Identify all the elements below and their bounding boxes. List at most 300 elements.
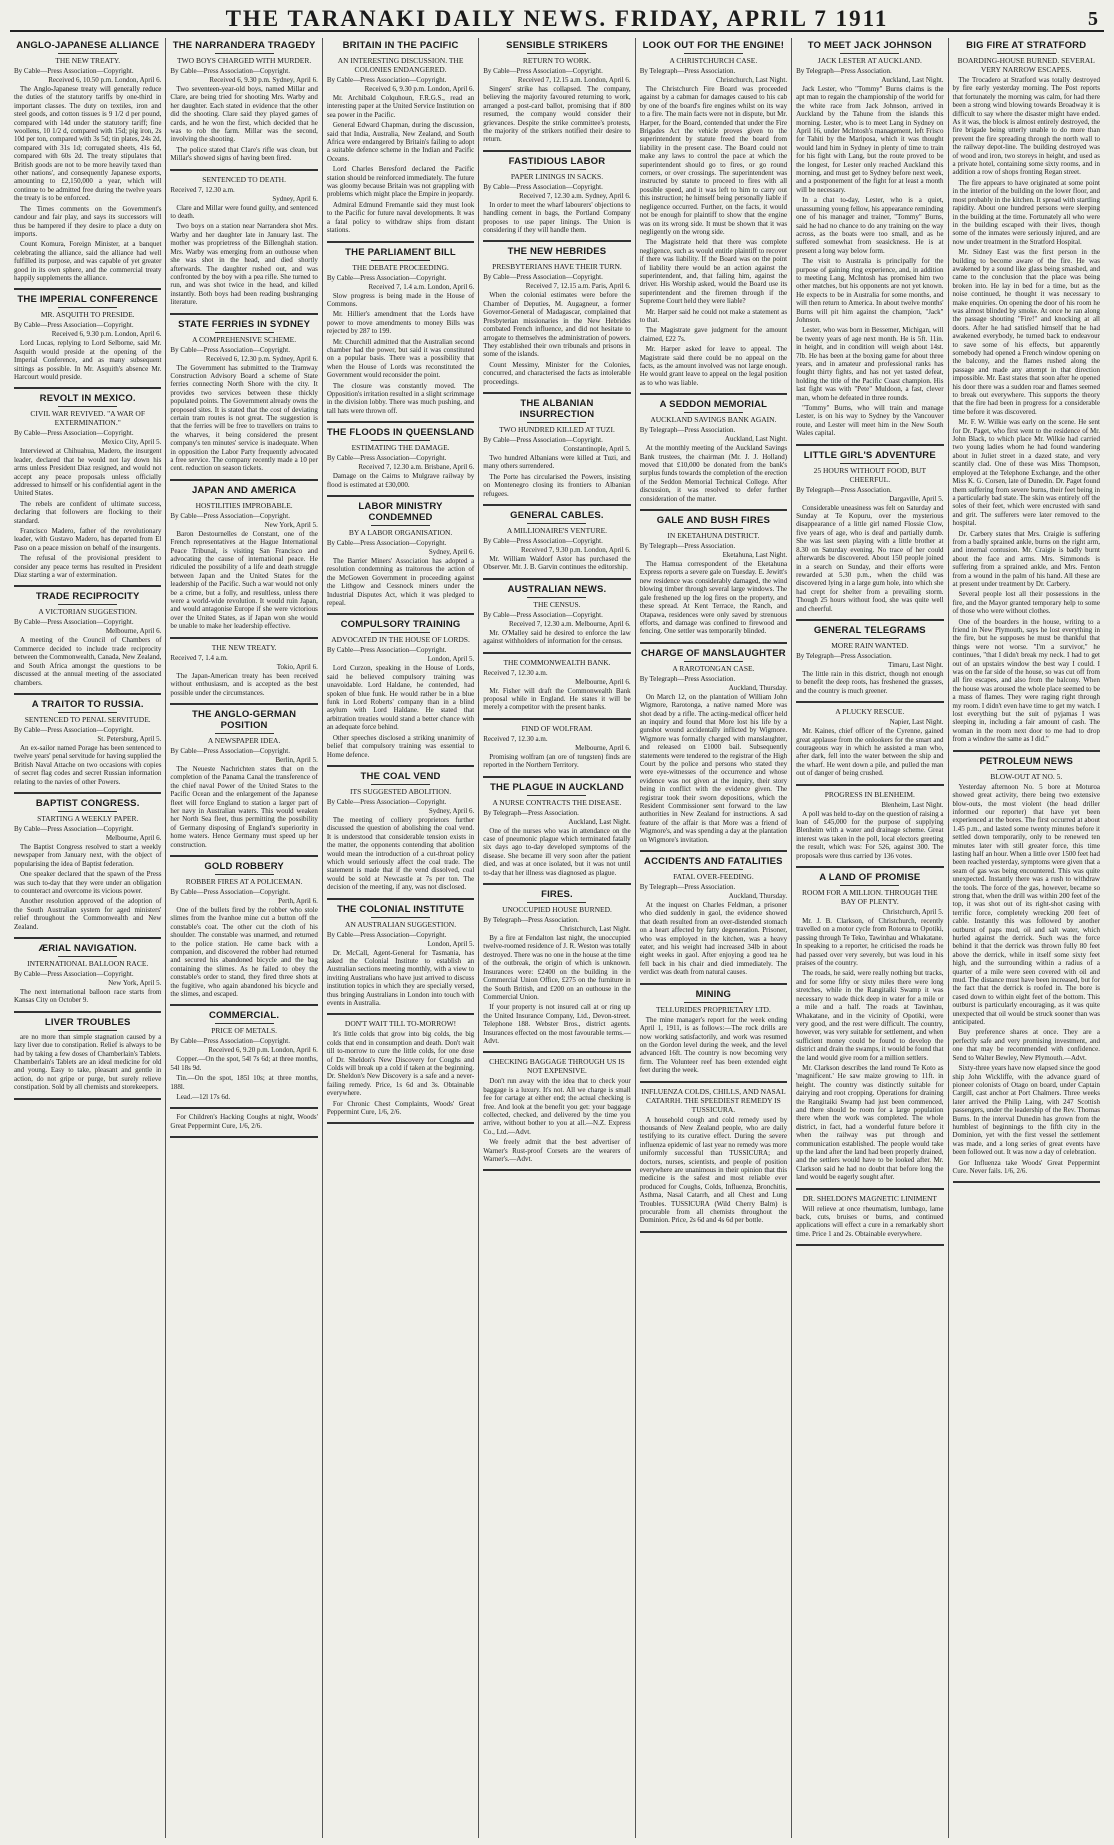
article-paragraph: Tin.—On the spot, 185l 10s; at three months, 188l. xyxy=(170,1074,318,1091)
article-subheading: UNOCCUPIED HOUSE BURNED. xyxy=(502,905,612,915)
article-divider xyxy=(170,703,317,705)
article-divider xyxy=(170,637,317,639)
article-headline: TRADE RECIPROCITY xyxy=(35,591,140,603)
article-paragraph: The Hamua correspondent of the Eketahuna Express reports a severe gale on Tuesday. E. Jewitt's new residence was considerably damaged, the wind blowing timber through several large windows. The gale freshened up the log fires on the property, and these spread. At Kent Terrace, the Ranch, and Otapawa, residences were only saved by strenuous efforts, and damage was confined to firewood and fencing. One settler was temporarily blinded. xyxy=(639,560,788,636)
article-paragraph: The Government has submitted to the Tramway Construction Advisory Board a scheme of State ferries connecting North Shore with the city. It provides two services between these thickly populated points. The Government already owns the proposed sites. It is stated that the cost of deviating certain tram routes is not great. The suggestion is that the ferries will be free to travellers on trains to the wharves, it being considered the present company's ten minutes' service is inadequate. When in opposition the Labor Party frequently advocated a free service. The company recently made a 10 per cent. reduction on season tickets. xyxy=(170,363,318,473)
article-paragraph: The police stated that Clare's rifle was clean, but Millar's showed signs of having been fired. xyxy=(170,145,318,163)
headline-rule xyxy=(371,632,430,633)
article-body xyxy=(327,557,474,607)
article-credit: By Cable—Press Association—Copyright. xyxy=(483,435,603,444)
headline-rule xyxy=(58,712,117,713)
article xyxy=(483,782,630,877)
article-paragraph: The Porte has circularised the Powers, insisting on Montenegro closing its frontiers to Albanian refugees. xyxy=(483,472,631,498)
article-body xyxy=(640,1116,787,1225)
headline-rule xyxy=(58,53,117,54)
article-divider xyxy=(953,750,1100,752)
article-dateline: New York, April 5. xyxy=(264,520,318,529)
column-5 xyxy=(636,38,792,1838)
article-credit: By Telegraph—Press Association. xyxy=(639,67,736,75)
article-divider xyxy=(796,444,943,446)
headline-rule xyxy=(58,604,117,605)
column-3 xyxy=(323,38,479,1838)
article-divider xyxy=(640,1231,787,1233)
article-dateline: Melbourne, April 6. xyxy=(105,627,162,636)
article-headline: THE NEW HEBRIDES xyxy=(507,246,607,258)
article-paragraph: A meeting of the Council of Chambers of Commerce decided to include trade reciprocity between the Commonwealth, Canada, New Zealand, and South Africa amongst the questions to be discussed at the annual meeting of the associated chambers. xyxy=(14,636,162,687)
article-subheading: INTERNATIONAL BALLOON RACE. xyxy=(27,959,149,968)
article-dateline: Sydney, April 6. xyxy=(272,194,318,203)
article xyxy=(327,427,474,489)
article-divider xyxy=(170,169,317,171)
article-body xyxy=(483,454,630,498)
headline-rule xyxy=(371,784,430,785)
article-credit: By Cable—Press Association—Copyright. xyxy=(483,67,603,75)
article-paragraph: Don't run away with the idea that to check your baggage is a luxury. It's not. All we charge is small fee for cartage at either end; the actual checking is free. And look at the benefit you get: your baggage collected, checked, and delivered by the time you arrive, without bother to you at all.—N.Z. Express Co., Ltd.—Advt. xyxy=(483,1077,631,1136)
article-credit: By Telegraph—Press Association. xyxy=(639,883,736,892)
article xyxy=(640,1087,787,1225)
article-paragraph: It's little colds that grow into big colds, the big colds that end in consumption and death. Don't wait till to-morrow to cure the little colds, for one dose of Dr. Sheldon's New Discovery for Coughs and Colds will break up a cold if taken at the beginning. Dr. Sheldon's New Discovery is a safe and a never-failing remedy. Price, 1s 6d and 3s. Obtainable everywhere. xyxy=(326,1030,475,1098)
article-body xyxy=(170,1055,317,1101)
article-paragraph: At the inquest on Charles Feldman, a prisoner who died suddenly in gaol, the evidence showed that death resulted from an over-distended stomach on a heart affected by fatty degeneration. Prisoner, who was employed in the kitchen, was a heavy eater, and his weight had increased 34lb in about eight weeks in gaol. After enjoying a good tea he fell back in his chair and died immediately. The verdict was death from natural causes. xyxy=(639,901,788,977)
article-dateline: Blenheim, Last Night. xyxy=(881,800,944,809)
headline-rule xyxy=(527,902,586,903)
article-paragraph: Lester, who was born in Bessemer, Michigan, will be twenty years of age next month. He is 5ft. 11in. in height, and in condition will weigh about 14st. 7lb. He has been at the boxing game for about three years, and in amateur and professional ranks has fought thirty fights, and has not yet tasted defeat, holding the title of the Pacific Coast champion. His last fight was with "Pete" Muldoon, a fast, clever man, whom he defeated in three rounds. xyxy=(796,326,944,402)
article xyxy=(14,591,161,686)
headline-rule xyxy=(371,525,430,526)
article-body xyxy=(14,744,161,786)
article-paragraph: Several people lost all their possessions in the fire, and the Mayor granted temporary help to some of those who were without clothes. xyxy=(952,590,1100,616)
article-subheading: CIVIL WAR REVIVED. "A WAR OF EXTERMINATION." xyxy=(30,409,145,428)
article xyxy=(14,699,161,786)
article-divider xyxy=(483,1169,630,1171)
article xyxy=(640,40,787,387)
article-paragraph: In a chat to-day, Lester, who is a quiet, unassuming young fellow, his appearance reminding one of his manager and trainer, "Tommy" Burns, said he had no chance to do any training on the way across, as the boats were too small, and as he suffered somewhat from seasickness. He is at present a long way below form. xyxy=(796,196,944,255)
headline-rule xyxy=(215,733,274,734)
article xyxy=(483,510,630,572)
article-subheading: THE NEW TREATY. xyxy=(211,642,277,652)
article-paragraph: At the monthly meeting of the Auckland Savings Bank trustees, the chairman (Mr. J. J. Holland) moved that £10,000 be donated from the bank's surplus funds towards the completion of the erection of the Seddon Memorial Technical College. After discussion, it was resolved to defer further consideration of the matter. xyxy=(639,444,788,503)
article-headline: A TRAITOR TO RUSSIA. xyxy=(31,698,144,710)
article-body xyxy=(483,555,630,572)
headline-rule xyxy=(527,523,586,524)
article-headline: CHARGE OF MANSLAUGHTER xyxy=(641,647,786,659)
article xyxy=(170,709,317,849)
article-dateline: Auckland, Thursday. xyxy=(728,892,788,901)
article-dateline: Received 7, 12.30 a.m. Brisbane, April 6. xyxy=(358,463,475,472)
article xyxy=(170,1010,317,1101)
article-dateline: Received 6, 10.50 p.m. London, April 6. xyxy=(48,76,162,84)
article-credit: By Telegraph—Press Association. xyxy=(639,674,736,683)
article-credit: By Cable—Press Association—Copyright. xyxy=(14,67,134,75)
article-dateline: New York, April 5. xyxy=(108,979,162,987)
article-dateline: Received 7, 12.15 a.m. London, April 6. xyxy=(517,76,631,84)
article-divider xyxy=(14,792,161,794)
headline-rule xyxy=(840,638,899,639)
article-body xyxy=(327,292,474,416)
headline-rule xyxy=(840,53,899,54)
headline-rule xyxy=(215,1023,274,1024)
article-subheading: ESTIMATING THE DAMAGE. xyxy=(351,443,450,453)
headline-rule xyxy=(58,956,117,957)
article-body xyxy=(14,447,161,579)
article-subheading: A NURSE CONTRACTS THE DISEASE. xyxy=(492,797,622,807)
article-credit: By Cable—Press Association—Copyright. xyxy=(326,273,447,282)
article-paragraph: If your property is not insured call at or ring up the United Insurance Company, Ltd., Devon-street. Telephone 188. Webster Bros., district agents. Insurances effected on the most favourable terms.—Advt. xyxy=(483,1003,631,1045)
article-paragraph: Damage on the Cairns to Mulgrave railway by flood is estimated at £30,000. xyxy=(326,472,475,489)
article-paragraph: Mr. William Waldorf Astor has purchased the Observer. Mr. J. B. Garvin continues the editorship. xyxy=(483,554,631,572)
article-body xyxy=(953,783,1100,1176)
article-paragraph: Admiral Edmund Fremantle said they must look to the Pacific for future naval developments. It was a fatal policy to withdraw ships from distant stations. xyxy=(326,200,475,235)
article-divider xyxy=(640,393,787,395)
headline-rule xyxy=(527,795,586,796)
article-headline: BRITAIN IN THE PACIFIC xyxy=(342,40,459,51)
article-divider xyxy=(483,240,630,242)
article-headline: COMMERCIAL. xyxy=(208,1010,280,1022)
headline-rule xyxy=(684,53,743,54)
article-headline: THE PARLIAMENT BILL xyxy=(345,246,456,258)
article-body xyxy=(327,664,474,758)
article-body xyxy=(170,906,317,998)
column-4 xyxy=(479,38,635,1838)
article-body xyxy=(170,530,317,631)
article-headline: THE COLONIAL INSTITUTE xyxy=(336,903,465,915)
article-subheading: THE CENSUS. xyxy=(533,599,581,609)
article-dateline: London, April 5. xyxy=(427,939,475,948)
article-paragraph: Interviewed at Chihuahua, Madero, the insurgent leader, declared that he would not lay down his arms unless President Diaz resigned, and would not accept any peace proposals unless officially addressed to himself or his confidential agent in the United States. xyxy=(14,447,162,498)
article-paragraph: The refusal of the provisional president to consider any peace terms has resulted in President Diaz starting a war of extermination. xyxy=(14,554,162,580)
masthead xyxy=(10,8,1104,32)
article-body xyxy=(796,917,943,1182)
article-subheading: A MILLIONAIRE'S VENTURE. xyxy=(506,525,608,535)
article-paragraph: Count Messimy, Minister for the Colonies, concurred, and characterised the facts as intolerable proceedings. xyxy=(483,360,631,386)
article-paragraph: Lead.—12l 17s 6d. xyxy=(176,1093,231,1102)
article-credit: Received 7, 12.30 a.m. xyxy=(483,734,548,743)
article-credit: By Cable—Press Association—Copyright. xyxy=(483,182,603,191)
article-paragraph: Mr. F. W. Wilkie was early on the scene. He sent for Dr. Paget, who first went to the residence of Mr. John Black, to which place Mr. Wilkie had carried two young ladies whom he had found wandering about in Juliet street in a dazed state, and very scantily clad. One of these was Miss Thompson, employed at the Telephone Exchange, and the other Miss K. G. Corsen, late of Dunedin. Dr. Paget found them suffering from severe burns, their feet being in a particularly bad state. The skin was entirely off the soles of their feet, which were encrusted with sand and grit. The sufferers were later removed to the hospital. xyxy=(952,418,1100,528)
article-divider xyxy=(327,495,474,497)
article-headline: LABOR MINISTRY CONDEMNED xyxy=(358,501,443,523)
article-divider xyxy=(796,784,943,786)
article-headline: TO MEET JACK JOHNSON xyxy=(807,40,932,51)
article xyxy=(170,1113,317,1130)
article-divider xyxy=(640,509,787,511)
article xyxy=(483,156,630,235)
article-credit: By Cable—Press Association—Copyright. xyxy=(14,970,134,978)
article-subheading: BOARDING-HOUSE BURNED. SEVERAL VERY NARROW ESCAPES. xyxy=(957,56,1095,74)
article-dateline: Constantinople, April 5. xyxy=(563,444,631,453)
article-paragraph: In order to meet the wharf labourers' objections to handling cement in bags, the Portland Company proposes to use paper linings. The Union is considering if they will handle them. xyxy=(483,200,631,235)
article-dateline: Sydney, April 6. xyxy=(428,548,475,556)
article-body xyxy=(14,1033,161,1092)
headline-rule xyxy=(997,769,1056,770)
article xyxy=(483,724,630,770)
article-paragraph: Copper.—On the spot, 54l 7s 6d; at three months, 54l 18s 9d. xyxy=(170,1055,318,1072)
article-credit: By Cable—Press Association—Copyright. xyxy=(170,511,291,520)
article-divider xyxy=(14,387,161,389)
article-credit: By Cable—Press Association—Copyright. xyxy=(14,321,134,330)
article-divider xyxy=(796,1188,943,1190)
article-paragraph: Mr. Kaines, chief officer of the Cyrenne, gained great applause from the onlookers for the smart and courageous way in which he assisted a man who, after dark, fell into the water between the ship and the wharf. He went down a pile, and pulled the man out of danger of being crushed. xyxy=(796,727,944,778)
article-paragraph: By a fire at Fendalton last night, the unoccupied twelve-roomed residence of J. R. Weston was totally destroyed. There was no one in the house at the time of the outbreak, the origin of which is unknown. Insurances were: £2400 on the building in the Commercial Union Office, £275 on the furniture in the South British, and £200 on an outhouse in the Commercial Union. xyxy=(483,934,631,1001)
article-dateline: Received 7, 12.30 a.m. Sydney, April 6. xyxy=(519,191,631,200)
article-subheading: PROGRESS IN BLENHEIM. xyxy=(824,789,915,799)
article-headline: PETROLEUM NEWS xyxy=(979,755,1074,767)
article xyxy=(170,643,317,697)
article-divider xyxy=(327,421,474,423)
article-paragraph: The meeting of colliery proprietors further discussed the question of abolishing the coal vend. It is understood that considerable tension exists in the matter, the opponents contending that abolition would mean the introduction of a cut-throat policy which would seriously affect the coal trade. The statement is made that if the vend dissolved, coal would be sold at Newcastle at 7s per ton. The decision of the meeting, if any, was not disclosed. xyxy=(326,815,475,892)
article-paragraph: The Christchurch Fire Board was proceeded against by a cabman for damages caused to his cab by one of the board's fire engines whilst on its way to a fire. The main facts were not in dispute, but Mr. Harper, for the Board, contended that under the Fire Brigades Act the vehicle proves given to the superintendent by statute freed the board from liability in the present case. The Board could not make any laws to control the pace at which the superintendent should go to fires, or go round corners, or over crossings. The superintendent was instructed by statute to proceed to fires with all possible speed, and it was left to him to carry out this instruction; he himself being personally liable if negligence occurred. Further, on the facts, it would not be enough for plaintiff to show that the engine was on its wrong side. It must be shown that it was negligently on the wrong side. xyxy=(639,85,788,236)
article-paragraph: The Japan-American treaty has been received without enthusiasm, and is accepted as the best possible under the circumstances. xyxy=(170,671,318,697)
article-divider xyxy=(953,1181,1100,1183)
article-paragraph: Slow progress is being made in the House of Commons. xyxy=(326,291,475,308)
article-divider xyxy=(796,701,943,703)
article-dateline: Christchurch, Last Night. xyxy=(559,925,631,934)
article-subheading: INFLUENZA COLDS, CHILLS, AND NASAL CATARRH. THE SPEEDIEST REMEDY IS TUSSICURA. xyxy=(641,1086,786,1114)
article-subheading: SENTENCED TO PENAL SERVITUDE. xyxy=(24,714,151,724)
article xyxy=(796,1194,943,1239)
article-subheading: SENTENCED TO DEATH. xyxy=(202,174,286,184)
article-dateline: Mexico City, April 5. xyxy=(101,438,162,447)
headline-rule xyxy=(684,869,743,870)
article-paragraph: The fire appears to have originated at some point in the interior of the building on the lower floor, and most probably in the kitchen. It spread with startling rapidity. About one hundred persons were sleeping in the building at the time. Fortunately all who were in the building escaped with their lives, though some of the inmates were seriously injured, and are now under treatment in the Stratford Hospital. xyxy=(952,178,1100,246)
article-paragraph: Mr. Fisher will draft the Commonwealth Bank proposal while in England. He states it will be merely a competitor with the present banks. xyxy=(483,686,631,712)
article-subheading: STARTING A WEEKLY PAPER. xyxy=(37,813,139,823)
article xyxy=(953,756,1100,1176)
article-headline: FIRES. xyxy=(541,889,573,901)
article-subheading: MR. ASQUITH TO PRESIDE. xyxy=(40,310,135,320)
article-paragraph: The Trocadero at Stratford was totally destroyed by fire early yesterday morning. The Post reports that fortunately the morning was calm, for had there been a strong wind blowing towards Broadway it is difficult to say where the disaster might have ended. As it was, the block is almost entirely destroyed, the fire brigade being utterly unable to do more than prevent the fire spreading through the north wall to the railway depot-line. The building destroyed was of wood and iron, two storeys in height, and used as a private hotel, containing some sixty rooms, and in addition a row of shops fronting Regan street. xyxy=(952,76,1100,177)
article-divider xyxy=(640,850,787,852)
article-body xyxy=(170,672,317,697)
headline-rule xyxy=(215,53,274,54)
column-6 xyxy=(792,38,948,1838)
article-subheading: ADVOCATED IN THE HOUSE OF LORDS. xyxy=(331,635,470,645)
article xyxy=(14,1017,161,1092)
article-paragraph: Lord Charles Beresford declared the Pacific station should be reinforced immediately. The future was gloomy because Britain was not grappling with problems which might place the Empire in jeopardy. xyxy=(326,165,475,199)
article-subheading: THE NEW TREATY. xyxy=(55,56,121,65)
article-dateline: Received 7, 12.30 a.m. Melbourne, April 6. xyxy=(508,619,631,628)
article-paragraph: Sixty-three years have now elapsed since the good ship John Wickliffe, with the advance guard of pioneer colonists of Otago on board, under Captain Cargill, cast anchor at Port Chalmers. Three weeks later arrived the Philip Laing, with 247 Scottish passengers, under the leadership of the Rev. Thomas Burns. In the interval Dunedin has grown from the humblest of beginnings to the fifth city in the Dominion, yet with the first vessel the settlement was made, and a long series of great events have been followed out. It was now a day of celebration. xyxy=(952,1064,1100,1157)
article xyxy=(640,399,787,503)
article-credit: By Cable—Press Association—Copyright. xyxy=(483,273,603,282)
article-credit: Received 7, 12.30 a.m. xyxy=(483,668,548,677)
article-body xyxy=(327,94,474,235)
article-dateline: London, April 5. xyxy=(427,655,475,664)
article-headline: THE PLAGUE IN AUCKLAND xyxy=(490,781,624,793)
article-credit: By Cable—Press Association—Copyright. xyxy=(170,345,291,354)
article-divider xyxy=(14,693,161,695)
article-dateline: Napier, Last Night. xyxy=(889,718,944,727)
article-credit: By Cable—Press Association—Copyright. xyxy=(14,824,134,833)
article-dateline: Christchurch, April 5. xyxy=(882,908,944,917)
article-divider xyxy=(14,1098,161,1100)
article-paragraph: Another resolution approved of the adoption of the South Australian system for aged ministers' relief throughout the Commonwealth and New Zealand. xyxy=(14,897,162,931)
article-paragraph: are no more than simple stagnation caused by a lazy liver due to constipation. Relief is always to be had by taking a few doses of Chamberlain's Tablets. Chamberlain's Tablets are an ideal medicine for old and young. Easy to take, pleasant and gentle in action, do not gripe or purge, but surely relieve constipation. Sold by all chemists and storekeepers. xyxy=(14,1032,162,1092)
article xyxy=(170,485,317,631)
article-divider xyxy=(327,1122,474,1124)
article-dateline: Received 6, 9.20 p.m. London, April 6. xyxy=(208,1046,318,1055)
article-paragraph: The roads, he said, were really nothing but tracks, and for some fifty or sixty miles there were long stretches, while in the Rangitaiki Swamp it was necessary to wade thick deep in water for a mile or a mile and a half. The roads at Tawinhau, Whakatane, and in the vicinity of Opotiki, were very good, and the rest were difficult. The country, however, was very suitable for settlement, and when sufficient money could be found to develop the district and drain the swamps, it would be found that the land would give room for a million settlers. xyxy=(796,969,944,1062)
article-paragraph: Will relieve at once rheumatism, lumbago, lame back, cuts, bruises or burns, and continued applications will effect a cure in a remarkably short time. Price 1 and 2s. Obtainable everywhere. xyxy=(796,1204,944,1238)
article-body xyxy=(14,85,161,282)
article-paragraph: An ex-sailor named Porage has been sentenced to twelve years' penal servitude for having supplied the British Naval Attache on two occasions with copies of secret flag codes and secret Russian information relating to the navies of other Powers. xyxy=(14,743,162,786)
article-paragraph: Baron Destournelles de Constant, one of the French representatives at the Hague International Peace Tribunal, is visiting San Francisco and advocating the cause of international peace. He ridiculed the possibility of a life and death struggle between Japan and the United States for the leadership of the Pacific. Such a war would not only be a crime, but a folly, and resultless, unless there were a world-wide revolution. It would ruin Japan, and would antagonise Europe if she were victorious over the United States, as if Japan won she would be unable to make her leadership effective. xyxy=(170,529,318,631)
article-subheading: ROBBER FIRES AT A POLICEMAN. xyxy=(185,876,303,886)
headline-rule xyxy=(58,406,117,407)
article xyxy=(640,856,787,977)
article-divider xyxy=(327,1013,474,1015)
article-dateline: Eketahuna, Last Night. xyxy=(722,551,788,560)
article-headline: ACCIDENTS AND FATALITIES xyxy=(644,856,783,868)
article-headline: THE ANGLO-GERMAN POSITION xyxy=(192,708,297,731)
article-paragraph: The Barrier Miners' Association has adopted a resolution condemning as traitorous the action of the McGowen Government in proceeding against the Lithgow and Cessnock miners under the Industrial Disputes Act, which it was pledged to repeal. xyxy=(326,557,475,608)
article-dateline: Auckland, Thursday. xyxy=(728,683,788,692)
article-paragraph: One of the boarders in the house, writing to a friend in New Plymouth, says he lost everything in the fire, but he supposes he must be thankful that things were not worse. "I'm a survivor," he continues, "that I didn't break my neck. I had to get out of an upstairs window the best way I could. I was on the far side of the house, so was cut off from all fire escapes, and also from the balcony. When the house was aroused the whole place seemed to be a mass of flames. They were raging right through my room. I didn't even have time to get my watch. I lost everything but the suit of pyjamas I was sleeping in, including a fair amount of cash. The woman in the room next door to me had to drop from a window the same as I did." xyxy=(952,617,1100,744)
article-paragraph: On March 12, on the plantation of William John Wigmore, Rarotonga, a native named More was shot dead by a rifle. The acting-medical officer held an inquiry and found that More lost his life by a gunshot wound accidentally inflicted by Wigmore. Wigmore was formally charged with manslaughter, and released on £1000 bail. Subsequently statements were tendered to the registrar of the High Court by the police and persons who stated they were eye-witnesses of the occurrence and whose evidence was not given at the inquiry, their story being in conflict with the evidence given. The registrar took their sworn depositions, which the Resident Commissioner sent forward to the law authorities in New Zealand for instructions. A sad feature of the affair is that More was a friend of Wigmore's, and was spending a day at the plantation on Wigmore's invitation. xyxy=(639,692,788,844)
article-headline: THE FLOODS IN QUEENSLAND xyxy=(326,427,475,439)
article-subheading: ROOM FOR A MILLION. THROUGH THE BAY OF PLENTY. xyxy=(802,888,938,907)
article xyxy=(640,989,787,1075)
article xyxy=(796,790,943,860)
article xyxy=(14,943,161,1005)
article-paragraph: Mr. J. B. Clarkson, of Christchurch, recently travelled on a motor cycle from Rotorua to Opotiki, passing through Te Teko, Tawinhau and Whakatane. In speaking to a reporter, he criticised the roads he had passed over very severely, but was loud in his praises of the country. xyxy=(796,917,944,968)
article-body xyxy=(14,339,161,381)
article xyxy=(796,872,943,1182)
article-paragraph: The visit to Australia is principally for the purpose of gaining ring experience, and, in addition to meeting Lang, McIntosh has promised him two other matches, but his opponents are not yet known. He expects to be in Australia for some months, and will then return to America. In about twelve months' Burns will pit him against the champion, "Jack" Johnson. xyxy=(796,257,944,324)
article-divider xyxy=(327,898,474,900)
article-dateline: Auckland, Last Night. xyxy=(881,76,944,84)
article-dateline: Melbourne, April 6. xyxy=(575,743,631,752)
article-subheading: A VICTORIAN SUGGESTION. xyxy=(38,607,138,617)
article xyxy=(796,625,943,695)
article-headline: A LAND OF PROMISE xyxy=(819,872,921,884)
article-divider xyxy=(327,613,474,615)
article-paragraph: We freely admit that the best advertiser of Warner's Rust-proof Corsets are the wearers of Warner's.—Advt. xyxy=(483,1138,631,1163)
article-dateline: Timaru, Last Night. xyxy=(888,660,944,669)
article-paragraph: Singers' strike has collapsed. The company, believing the majority favoured returning to work, arranged a post-card ballot, promising that if 800 resumed, the company would consider their grievances. Despite the strike committee's protests, the majority of the strikers notified their desire to return. xyxy=(483,85,631,144)
article-divider xyxy=(14,1011,161,1013)
article-body xyxy=(640,693,787,844)
article-subheading: MORE RAIN WANTED. xyxy=(831,640,909,650)
article-divider xyxy=(796,866,943,868)
article-body xyxy=(953,76,1100,744)
article-body xyxy=(327,472,474,489)
article-credit: By Cable—Press Association—Copyright. xyxy=(483,610,603,619)
article-paragraph: For Children's Hacking Coughs at night, Woods' Great Peppermint Cure, 1/6, 2/6. xyxy=(170,1113,318,1130)
article-divider xyxy=(483,150,630,152)
article-headline: REVOLT IN MEXICO. xyxy=(39,393,136,405)
article-paragraph: A poll was held to-day on the question of raising a loan of £45,000 for the purpose of supplying Blenheim with a water and drainage scheme. Great interest was taken in the poll, local electors greeting the result, which was: For 526, against 300. The proposals were thus carried by 136 votes. xyxy=(796,809,944,860)
headline-rule xyxy=(684,412,743,413)
headline-rule xyxy=(840,463,899,464)
article-divider xyxy=(14,288,161,290)
article xyxy=(327,501,474,607)
article-paragraph: Two hundred Albanians were killed at Tuzi, and many others surrendered. xyxy=(483,453,631,471)
article-divider xyxy=(483,1051,630,1053)
article-paragraph: The Anglo-Japanese treaty will generally reduce the duties of the statutory tariffs by one-third in important classes. The duty on textiles, iron and steel goods, and cotton tissues is 9 1/2 d per pound, compared with 14d under the statutory tariff; fine woollens, 10 1/2 d, compared with 15d; pig iron, 2s 10d per ton, compared with 3s 5d; tin plates, 24s 2d, compared with 31s 1d; corrugated sheets, 41s 6d, compared with 60s 2d. The treaty stipulates that British goods are not to be more heavily taxed than other nations', and consequently Japanese exports, amounting to £2,150,000 a year, which will continue to be admitted free during the twelve years the treaty is to be enforced. xyxy=(14,85,162,203)
article-credit: By Cable—Press Association—Copyright. xyxy=(170,746,291,755)
article-dateline: Received 7, 12.15 a.m. Paris, April 6. xyxy=(525,282,631,291)
article-dateline: Received 6, 9.30 p.m. London, April 6. xyxy=(51,330,162,339)
article-body xyxy=(170,85,317,163)
article xyxy=(483,398,630,498)
article-paragraph: Mr. Harper said he could not make a statement as to that. xyxy=(639,307,788,324)
article-paragraph: Mr. Churchill admitted that the Australian second chamber had the power, but said it was constituted on a popular basis. There was a possibility that when the House of Lords was reconstituted the Government would reconsider the point. xyxy=(326,337,475,380)
article-subheading: AN INTERESTING DISCUSSION. THE COLONIES ENDANGERED. xyxy=(337,56,464,74)
article-subheading: BY A LABOR ORGANISATION. xyxy=(348,528,453,537)
article-body xyxy=(796,670,943,695)
article-paragraph: Mr. Archibald Colquhoun, F.R.G.S., read an interesting paper at the United Service Institution on sea power in the Pacific. xyxy=(326,94,475,119)
article-subheading: TELLURIDES PROPRIETARY LTD. xyxy=(655,1004,771,1014)
article-divider xyxy=(483,392,630,394)
article xyxy=(483,1057,630,1163)
article-paragraph: When the colonial estimates were before the Chamber of Deputies, M. Augagneur, a former Governor-General of Madagascar, complained that Presbyterian missionaries in the New Hebrides combated French influence, and did not hesitate to arrogate to themselves the administration of powers. They established their own tribunals and prisons in some of the islands. xyxy=(483,291,631,359)
newspaper-title: THE TARANAKI DAILY NEWS. FRIDAY, APRIL 7 1911 xyxy=(225,6,889,31)
article-credit: By Telegraph—Press Association. xyxy=(796,651,892,660)
article-divider xyxy=(170,1004,317,1006)
article-paragraph: The Magistrate held that there was complete negligence, such as would entitle plaintiff to recover if there was liability. If the Board was on the point of liability there would be an action against the superintendent, and, that failing him, against the driver. His Worship asked, would the Board use its superintendent and the firemen through if the Supreme Court held they were liable? xyxy=(639,238,788,306)
article-credit: By Cable—Press Association—Copyright. xyxy=(326,454,447,463)
article-credit: By Telegraph—Press Association. xyxy=(796,485,892,494)
article-paragraph: General Edward Chapman, during the discussion, said that India, Australia, New Zealand, and South Africa were endangered by Britain's failing to adopt a suitable defence scheme in the Indian and Pacific Oceans. xyxy=(326,121,475,163)
article-headline: GENERAL CABLES. xyxy=(510,509,604,521)
article-subheading: PAPER LININGS IN SACKS. xyxy=(510,171,604,181)
article-body xyxy=(640,444,787,503)
article-divider xyxy=(483,652,630,654)
article-credit: By Telegraph—Press Association. xyxy=(639,542,736,551)
article-paragraph: Lord Lucas, replying to Lord Selborne, said Mr. Asquith would preside at the opening of the Imperial Conference, and as many subsequent sittings as possible. In Mr. Asquith's absence Mr. Harcourt would preside. xyxy=(14,339,162,381)
article-divider xyxy=(796,1244,943,1246)
article-headline: A SEDDON MEMORIAL xyxy=(659,399,768,411)
article-body xyxy=(483,629,630,646)
article-subheading: TWO HUNDRED KILLED AT TUZI. xyxy=(499,424,615,434)
article-divider xyxy=(170,479,317,481)
article-divider xyxy=(14,937,161,939)
article xyxy=(483,889,630,1045)
article-body xyxy=(483,753,630,770)
headline-rule xyxy=(684,661,743,662)
article xyxy=(170,319,317,473)
article-headline: MINING xyxy=(695,988,732,1000)
article-headline: AUSTRALIAN NEWS. xyxy=(507,583,607,595)
article-paragraph: Mr. Sidney East was the first person in the building to become aware of the fire. He was awakened by a sound like glass being smashed, and came to the conclusion that the place was being broken into. He lay in bed for a time, but as the noise continued, he thought it was necessary to make enquiries. On opening the door of his room he was almost blinded by smoke. At once he ran along the passage shouting "Fire!" and knocking at all doors. After he had satisfied himself that he had awakened everybody, he turned back to endeavour to save some of his effects, but apparently somebody had opened a French window opening on the balcony, and the flames rushed along the passage and made any attempt in that direction impossible. Mr. East states that soon after he opened his door there was a sudden roar and flames seemed to break out everywhere. This supports the theory that the fire had been in progress for a considerable time before it was discovered. xyxy=(952,248,1100,416)
article-subheading: DR. SHELDON'S MAGNETIC LINIMENT xyxy=(802,1193,937,1203)
column-1 xyxy=(10,38,166,1838)
article-credit: By Cable—Press Association—Copyright. xyxy=(326,76,447,84)
article-headline: LIVER TROUBLES xyxy=(44,1016,131,1028)
article xyxy=(796,707,943,777)
article-paragraph: The mine manager's report for the week ending April 1, 1911, is as follows:—The rock drills are now working satisfactorily, and work was resumed on the Gordon level during the week, and the level advanced 16ft. The country is now becoming very firm. The Volunteer reef has been extended eight feet during the week. xyxy=(639,1015,788,1075)
article-subheading: 25 HOURS WITHOUT FOOD, BUT CHEERFUL. xyxy=(813,465,927,484)
article-credit: By Cable—Press Association—Copyright. xyxy=(170,67,291,75)
headline-rule xyxy=(527,597,586,598)
article-paragraph: Mr. Hillier's amendment that the Lords have power to move amendments to money Bills was rejected by 287 to 199. xyxy=(326,310,475,336)
article-headline: ÆRIAL NAVIGATION. xyxy=(38,943,137,954)
article-body xyxy=(14,636,161,686)
article-credit: By Cable—Press Association—Copyright. xyxy=(14,725,134,734)
article-paragraph: Gor Influenza take Woods' Great Peppermint Cure. Never fails. 1/6, 2/6. xyxy=(952,1158,1100,1175)
article-divider xyxy=(483,776,630,778)
article-divider xyxy=(796,619,943,621)
article-dateline: Christchurch, Last Night. xyxy=(715,76,788,84)
headline-rule xyxy=(215,498,274,499)
article xyxy=(796,40,943,438)
article-headline: THE NARRANDERA TRAGEDY xyxy=(172,40,316,51)
article-headline: COMPULSORY TRAINING xyxy=(340,619,461,631)
article-paragraph: Lord Curzon, speaking in the House of Lords, said he believed compulsory training was unavoidable. Lord Haldane, he contended, had spoken of blue funk. He would rather be in a blue funk in Lord Roberts' company than in a blind asylum with Lord Haldane. He stated that arbitration treaties would stand a better chance with an adequate force behind. xyxy=(326,664,475,732)
article-body xyxy=(170,1113,317,1130)
article-subheading: THE DEBATE PROCEEDING. xyxy=(352,262,449,272)
